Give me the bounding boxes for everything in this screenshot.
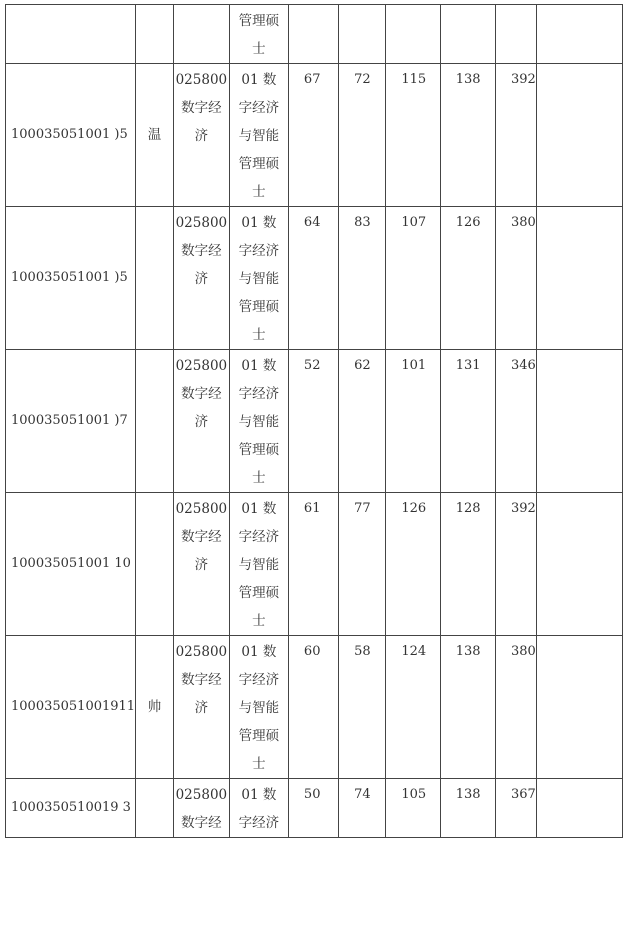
major-line: 与智能 [238, 271, 280, 287]
cell-id: 100035051001 10 [6, 493, 136, 636]
cell-program [173, 493, 229, 636]
cell-score-2: 77 [339, 493, 386, 636]
program-line: 数字经 [181, 815, 222, 831]
cell-score-1: 67 [288, 64, 338, 207]
cell-major [229, 207, 288, 350]
program-line: 数字经 [181, 672, 222, 688]
cell-name [136, 5, 174, 64]
cell-score-2: 58 [339, 636, 386, 779]
cell-id [6, 5, 136, 64]
major-line: 士 [252, 470, 266, 486]
program-line: 济 [194, 128, 209, 144]
major-line: 士 [252, 327, 266, 343]
cell-score-1: 60 [288, 636, 338, 779]
cell-total: 392 [496, 64, 537, 207]
major-line: 管理硕 [238, 299, 280, 315]
cell-remark [536, 350, 622, 493]
cell-score-2: 72 [339, 64, 386, 207]
cell-total: 392 [496, 493, 537, 636]
cell-name [136, 350, 174, 493]
cell-id: 1000350510019 3 [6, 779, 136, 838]
table-row [6, 350, 623, 493]
major-line: 字经济 [238, 243, 280, 259]
cell-program [173, 5, 229, 64]
table-row-partial [6, 5, 623, 64]
major-line: 01 数 [241, 215, 277, 231]
cell-remark [536, 779, 622, 838]
cell-remark [536, 493, 622, 636]
cell-program [173, 636, 229, 779]
cell-id: 100035051001911 [6, 636, 136, 779]
major-line: 字经济 [238, 386, 280, 402]
cell-major [229, 493, 288, 636]
table-row [6, 779, 623, 838]
program-line: 数字经 [181, 100, 222, 116]
cell-name: 温 [136, 64, 174, 207]
program-line: 025800 [175, 358, 228, 374]
cell-major [229, 64, 288, 207]
major-line: 01 数 [241, 787, 277, 803]
major-line: 管理硕 [238, 13, 280, 29]
major-line: 与智能 [238, 128, 280, 144]
cell-major [229, 350, 288, 493]
cell-id: 100035051001 )7 [6, 350, 136, 493]
cell-major [229, 5, 288, 64]
major-line: 管理硕 [238, 585, 280, 601]
table-row [6, 207, 623, 350]
cell-score-4: 138 [440, 636, 495, 779]
cell-remark [536, 64, 622, 207]
cell-total: 380 [496, 207, 537, 350]
cell-score-2: 62 [339, 350, 386, 493]
cell-program [173, 207, 229, 350]
program-line: 数字经 [181, 386, 222, 402]
program-line: 济 [194, 700, 209, 716]
major-line: 与智能 [238, 557, 280, 573]
cell-name [136, 779, 174, 838]
major-line: 01 数 [241, 72, 277, 88]
cell-total: 380 [496, 636, 537, 779]
major-line: 01 数 [241, 644, 277, 660]
major-line: 士 [252, 41, 266, 57]
cell-score-4: 131 [440, 350, 495, 493]
major-line: 字经济 [238, 100, 280, 116]
major-line: 士 [252, 613, 266, 629]
cell-name [136, 207, 174, 350]
table-row [6, 493, 623, 636]
table-row [6, 636, 623, 779]
cell-score-4: 126 [440, 207, 495, 350]
score-table [5, 4, 623, 838]
cell-major [229, 636, 288, 779]
major-line: 与智能 [238, 414, 280, 430]
cell-score-3: 105 [386, 779, 440, 838]
cell-score-4: 138 [440, 64, 495, 207]
program-line: 025800 [175, 501, 228, 517]
major-line: 01 数 [241, 501, 277, 517]
program-line: 济 [194, 271, 209, 287]
cell-remark [536, 207, 622, 350]
program-line: 025800 [175, 787, 228, 803]
program-line: 025800 [175, 215, 228, 231]
major-line: 字经济 [238, 529, 280, 545]
cell-score-2: 74 [339, 779, 386, 838]
cell-score-4: 128 [440, 493, 495, 636]
cell-score-4: 138 [440, 779, 495, 838]
cell-score-1: 50 [288, 779, 338, 838]
program-line: 025800 [175, 644, 228, 660]
cell-score-1: 64 [288, 207, 338, 350]
cell-score-2: 83 [339, 207, 386, 350]
major-line: 士 [252, 756, 266, 772]
cell-score-3: 107 [386, 207, 440, 350]
major-line: 管理硕 [238, 728, 280, 744]
cell-name [136, 493, 174, 636]
program-line: 数字经 [181, 243, 222, 259]
cell-name: 帅 [136, 636, 174, 779]
cell-id: 100035051001 )5 [6, 64, 136, 207]
major-line: 字经济 [238, 815, 280, 831]
cell-score-3: 126 [386, 493, 440, 636]
major-line: 与智能 [238, 700, 280, 716]
major-line: 字经济 [238, 672, 280, 688]
cell-remark [536, 636, 622, 779]
program-line: 济 [194, 557, 209, 573]
cell-id: 100035051001 )5 [6, 207, 136, 350]
major-line: 管理硕 [238, 156, 280, 172]
cell-total: 346 [496, 350, 537, 493]
program-line: 025800 [175, 72, 228, 88]
cell-score-3: 101 [386, 350, 440, 493]
cell-score-3: 115 [386, 64, 440, 207]
cell-program [173, 64, 229, 207]
program-line: 济 [194, 414, 209, 430]
cell-total: 367 [496, 779, 537, 838]
cell-program [173, 779, 229, 838]
major-line: 士 [252, 184, 266, 200]
major-line: 管理硕 [238, 442, 280, 458]
cell-score-1: 61 [288, 493, 338, 636]
major-line: 01 数 [241, 358, 277, 374]
cell-program [173, 350, 229, 493]
cell-score-1: 52 [288, 350, 338, 493]
cell-score-3: 124 [386, 636, 440, 779]
cell-major [229, 779, 288, 838]
program-line: 数字经 [181, 529, 222, 545]
table-row [6, 64, 623, 207]
